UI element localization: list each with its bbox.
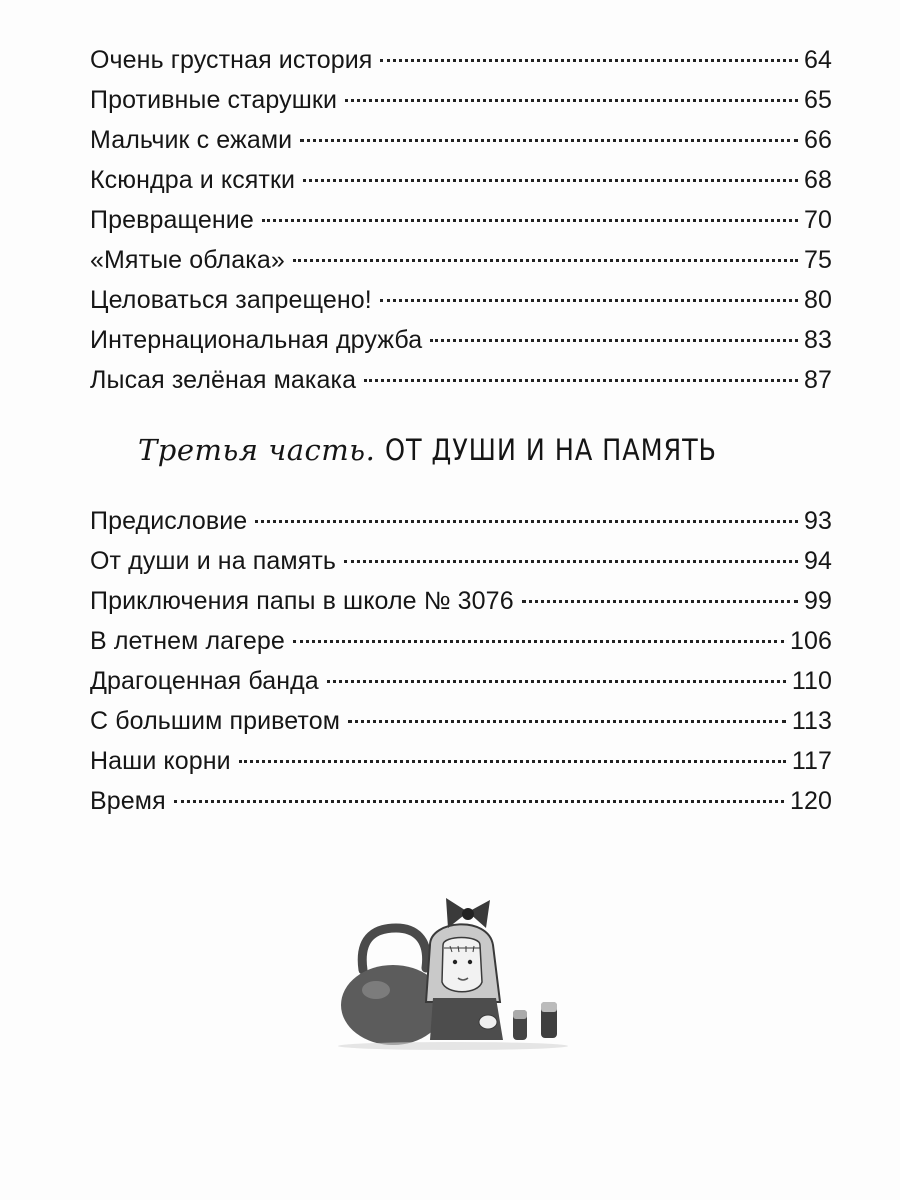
toc-entry-title: Предисловие	[90, 507, 248, 535]
dot-leader	[293, 639, 784, 643]
toc-entry-page: 66	[803, 126, 832, 154]
toc-entry	[90, 501, 832, 541]
toc-entry-title: Противные старушки	[90, 86, 338, 114]
toc-entry-page: 64	[803, 46, 832, 74]
toc-entry-page: 106	[789, 627, 832, 655]
part-heading	[0, 425, 900, 476]
toc-entry-title: Очень грустная история	[90, 46, 373, 74]
toc-entry-page: 70	[803, 206, 832, 234]
table-of-contents-part-3	[90, 501, 832, 821]
dot-leader	[344, 559, 798, 563]
dot-leader	[262, 218, 798, 222]
toc-entry-title: Интернациональная дружба	[90, 326, 423, 354]
dot-leader	[522, 599, 798, 603]
dot-leader	[327, 679, 786, 683]
toc-entry	[90, 741, 832, 781]
dot-leader	[303, 178, 798, 182]
toc-entry-title: Приключения папы в школе № 3076	[90, 587, 514, 615]
toc-entry-title: Превращение	[90, 206, 254, 234]
dot-leader	[174, 799, 784, 803]
toc-entry-title: Ксюндра и ксятки	[90, 166, 296, 194]
toc-entry	[90, 621, 832, 661]
toc-entry-title: Лысая зелёная макака	[90, 366, 357, 394]
toc-entry	[90, 701, 832, 741]
toc-entry	[90, 80, 832, 120]
table-of-contents-part-2	[90, 40, 832, 400]
part-number: Третья часть.	[137, 433, 376, 467]
dot-leader	[293, 258, 798, 262]
toc-entry	[90, 541, 832, 581]
toc-entry-page: 75	[803, 246, 832, 274]
toc-entry-title: «Мятые облака»	[90, 246, 285, 274]
toc-entry-page: 65	[803, 86, 832, 114]
toc-entry-page: 113	[791, 707, 832, 735]
toc-entry-title: Драгоценная банда	[90, 667, 319, 695]
dot-leader	[239, 759, 786, 763]
dot-leader	[348, 719, 786, 723]
toc-entry	[90, 781, 832, 821]
dot-leader	[300, 138, 798, 142]
toc-entry-page: 87	[803, 366, 832, 394]
dot-leader	[380, 58, 798, 62]
toc-entry-page: 83	[803, 326, 832, 354]
girl-with-kettlebell-illustration	[318, 890, 578, 1050]
toc-entry-title: Мальчик с ежами	[90, 126, 293, 154]
toc-entry	[90, 581, 832, 621]
toc-entry	[90, 40, 832, 80]
dot-leader	[345, 98, 798, 102]
toc-entry-page: 93	[803, 507, 832, 535]
toc-entry-page: 80	[803, 286, 832, 314]
toc-entry	[90, 661, 832, 701]
part-name: ОТ ДУШИ И НА ПАМЯТЬ	[384, 433, 717, 467]
toc-entry-title: От души и на память	[90, 547, 337, 575]
toc-entry-page: 99	[803, 587, 832, 615]
toc-entry-page: 117	[791, 747, 832, 775]
toc-entry-title: Целоваться запрещено!	[90, 286, 372, 314]
dot-leader	[364, 378, 798, 382]
toc-entry-page: 110	[791, 667, 832, 695]
dot-leader	[430, 338, 798, 342]
kettlebell-handle	[362, 928, 426, 970]
toc-entry	[90, 320, 832, 360]
toc-entry	[90, 160, 832, 200]
toc-entry	[90, 280, 832, 320]
toc-entry-title: Наши корни	[90, 747, 231, 775]
toc-entry-page: 120	[789, 787, 832, 815]
toc-entry-page: 68	[803, 166, 832, 194]
toc-entry-page: 94	[803, 547, 832, 575]
girl-face	[442, 938, 482, 992]
toc-entry	[90, 200, 832, 240]
toc-entry	[90, 360, 832, 400]
toc-entry	[90, 240, 832, 280]
toc-entry-title: Время	[90, 787, 166, 815]
toc-entry	[90, 120, 832, 160]
dot-leader	[380, 298, 798, 302]
dot-leader	[255, 519, 798, 523]
toc-entry-title: В летнем лагере	[90, 627, 285, 655]
toc-entry-title: С большим приветом	[90, 707, 340, 735]
